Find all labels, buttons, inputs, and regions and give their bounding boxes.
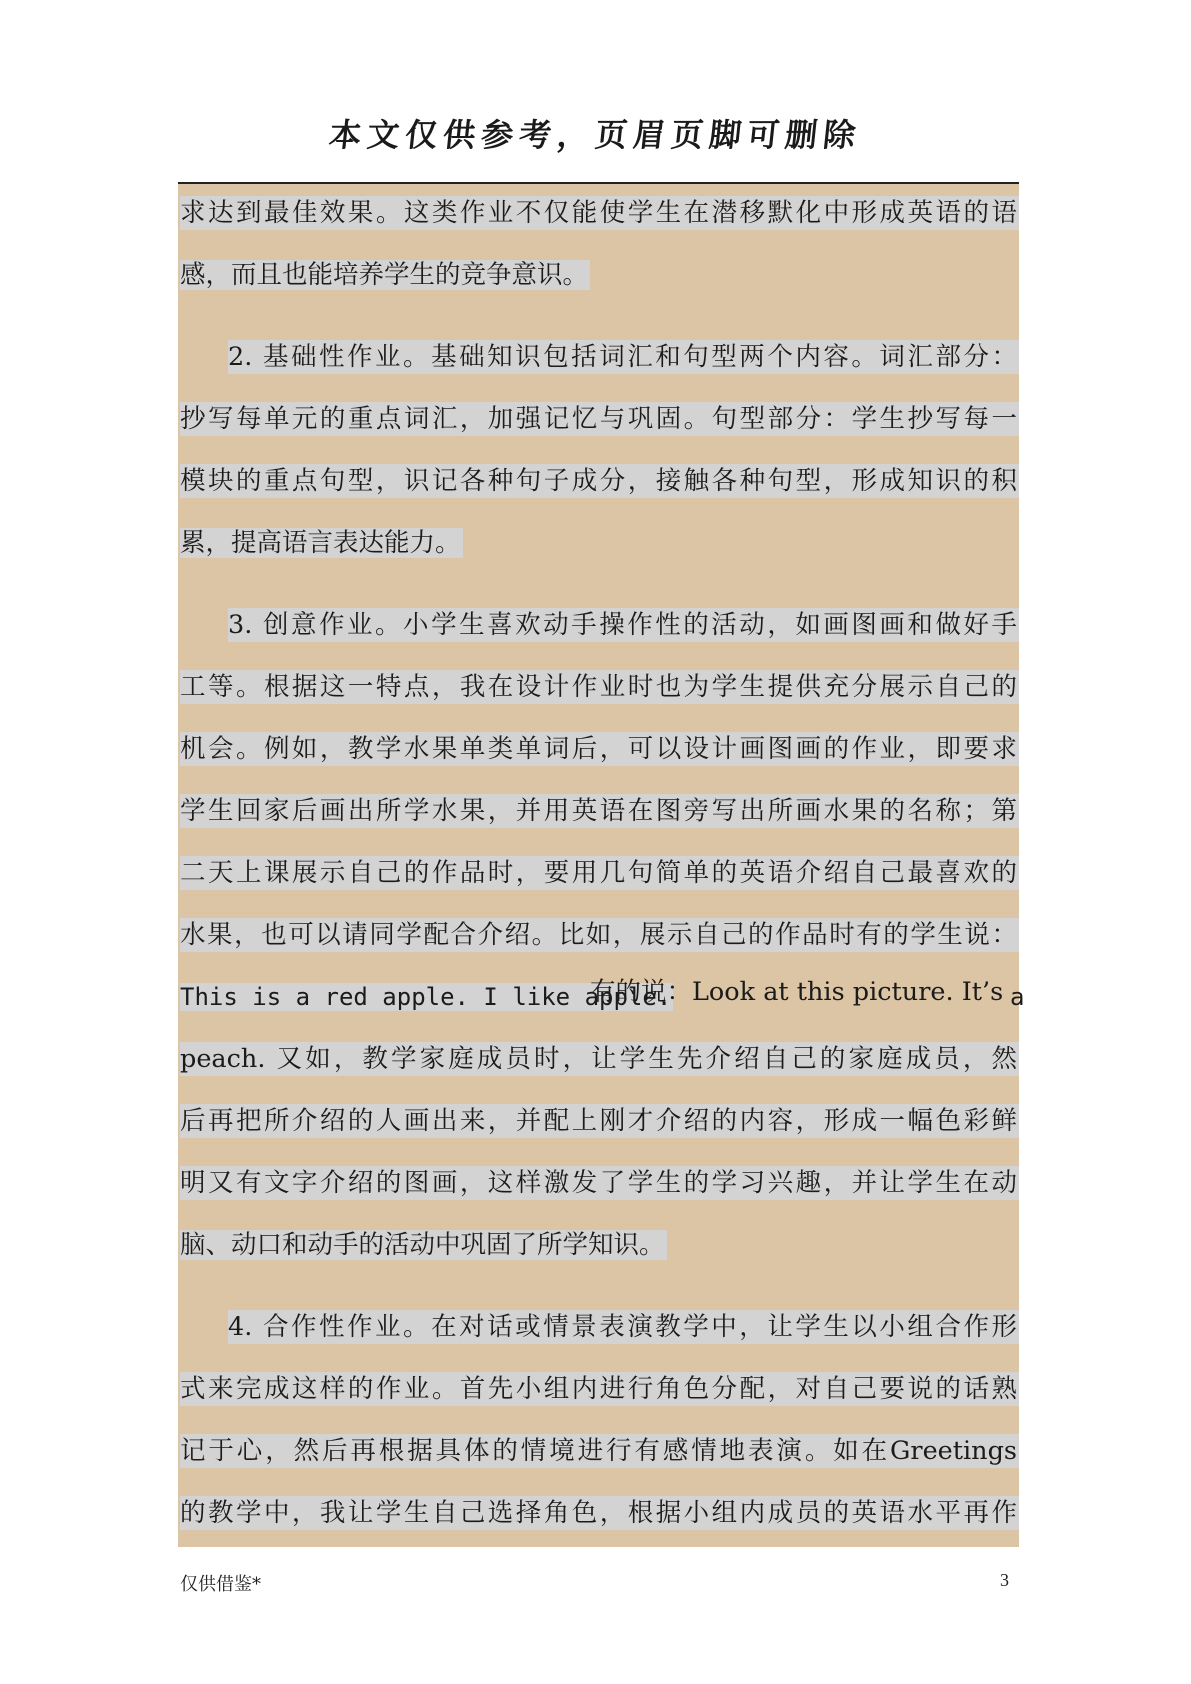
paragraph-start-line: 3. 创意作业。小学生喜欢动手操作性的活动，如画图画和做好手 [228,610,1017,640]
text-line: 抄写每单元的重点词汇，加强记忆与巩固。句型部分：学生抄写每一 [180,404,1017,434]
overflow-text: a [1010,983,1025,1011]
text-line: 明又有文字介绍的图画，这样激发了学生的学习兴趣，并让学生在动 [180,1168,1017,1198]
paragraph-start-line: 4. 合作性作业。在对话或情景表演教学中，让学生以小组合作形 [228,1312,1017,1342]
text-line: 求达到最佳效果。这类作业不仅能使学生在潜移默化中形成英语的语 [180,198,1017,228]
text-line: peach. 又如，教学家庭成员时，让学生先介绍自己的家庭成员，然 [180,1044,1017,1074]
text-line: 学生回家后画出所学水果，并用英语在图旁写出所画水果的名称；第 [180,796,1017,826]
text-line: 水果，也可以请同学配合介绍。比如，展示自己的作品时有的学生说： [180,920,1017,950]
text-line: 的教学中，我让学生自己选择角色，根据小组内成员的英语水平再作 [180,1498,1017,1528]
text-line: 机会。例如，教学水果单类单词后，可以设计画图画的作业，即要求 [180,734,1017,764]
text-line: 工等。根据这一特点，我在设计作业时也为学生提供充分展示自己的 [180,672,1017,702]
text-line: 后再把所介绍的人画出来，并配上刚才介绍的内容，形成一幅色彩鲜 [180,1106,1017,1136]
page-header: 本文仅供参考，页眉页脚可删除 [327,116,864,154]
text-line: 累，提高语言表达能力。 [180,528,461,558]
english-example-line: This is a red apple. I like apple. [180,983,672,1011]
text-line: 式来完成这样的作业。首先小组内进行角色分配，对自己要说的话熟 [180,1374,1017,1404]
paragraph-start-line: 2. 基础性作业。基础知识包括词汇和句型两个内容。词汇部分： [228,342,1017,372]
text-line: 感，而且也能培养学生的竞争意识。 [180,260,589,290]
overlapping-text: 有的说：Look at this picture. It’s [590,977,1004,1007]
page-number: 3 [1000,1570,1009,1590]
text-line: 模块的重点句型，识记各种句子成分，接触各种句型，形成知识的积 [180,466,1017,496]
text-line: 记于心，然后再根据具体的情境进行有感情地表演。如在Greetings [180,1436,1017,1466]
text-line: 脑、动口和动手的活动中巩固了所学知识。 [180,1230,665,1260]
footer-note: 仅供借鉴* [180,1574,261,1595]
text-line: 二天上课展示自己的作品时，要用几句简单的英语介绍自己最喜欢的 [180,858,1017,888]
